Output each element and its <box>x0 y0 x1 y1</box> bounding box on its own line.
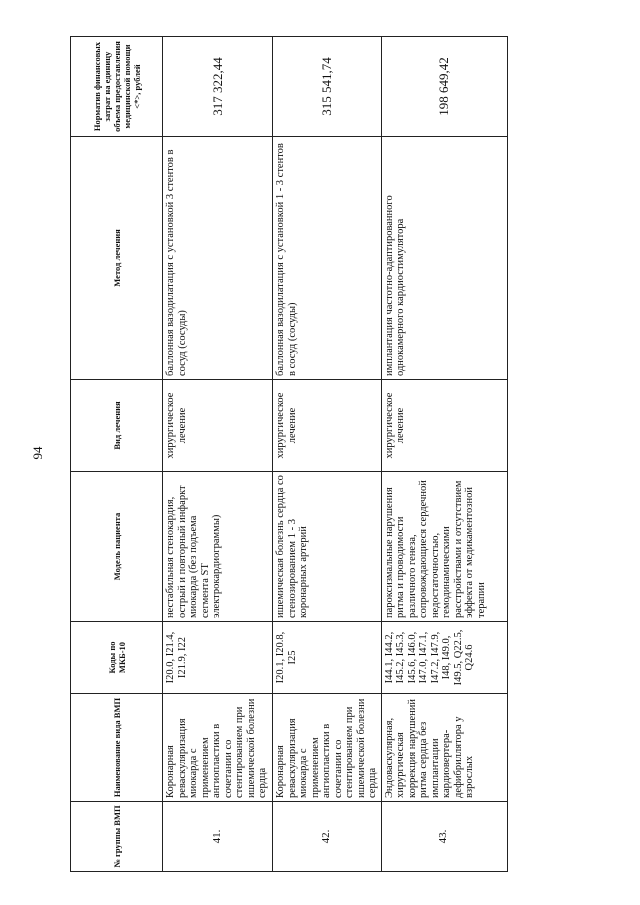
vmp-table <box>70 36 508 872</box>
header-treatment-kind: Вид лечения <box>71 380 163 472</box>
header-group-no: № группы ВМП <box>71 802 163 872</box>
patient-model-cell: нестабильная стенокардия, острый и повторный инфаркт миокарда (без подъема сегмента ST электрокардиограммы) <box>163 472 273 622</box>
header-cost-norm: Норматив финансовых затрат на единицу объема предоставления медицинской помощи <*>, рублей <box>71 37 163 137</box>
rotated-table-region <box>70 37 502 872</box>
header-vmp-name: Наименование вида ВМП <box>71 694 163 802</box>
treatment-method-cell: имплантация частотно-адаптированного однокамерного кардиостимулятора <box>381 137 507 380</box>
table-row <box>273 37 382 872</box>
vmp-name-cell: Коронарная реваскуляризация миокарда с применением ангиопластики в сочетании со стентированием при ишемической болезни сердца <box>273 694 382 802</box>
treatment-method-cell: баллонная вазодилатация с установкой 3 стентов в сосуд (сосуды) <box>163 137 273 380</box>
cost-norm-cell: 198 649,42 <box>381 37 507 137</box>
icd-codes-cell: I20.0, I21.4, I21.9, I22 <box>163 622 273 694</box>
icd-codes-cell: I44.1, I44.2, I45.2, I45.3, I45.6, I46.0, I47.0, I47.1, I47.2, I47.9, I48, I49.0, I49.5, Q22.5, Q24.6 <box>381 622 507 694</box>
cost-norm-cell: 317 322,44 <box>163 37 273 137</box>
treatment-kind-cell: хирургическое лечение <box>381 380 507 472</box>
group-no-cell: 41. <box>163 802 273 872</box>
page-number: 94 <box>30 446 45 460</box>
vmp-name-cell: Эндоваскулярная, хирургическая коррекция нарушений ритма сердца без имплантации кардиовертера-дефибриллятора у взрослых <box>381 694 507 802</box>
vmp-name-cell: Коронарная реваскуляризация миокарда с применением ангиопластики в сочетании со стентированием при ишемической болезни сердца <box>163 694 273 802</box>
table-header-row <box>71 37 163 872</box>
header-patient-model: Модель пациента <box>71 472 163 622</box>
treatment-method-cell: баллонная вазодилатация с установкой 1 - 3 стентов в сосуд (сосуды) <box>273 137 382 380</box>
patient-model-cell: ишемическая болезнь сердца со стенозированием 1 - 3 коронарных артерий <box>273 472 382 622</box>
table-row <box>381 37 507 872</box>
patient-model-cell: пароксизмальные нарушения ритма и проводимости различного генеза, сопровождающиеся сердечной недостаточностью, гемодинамическими расстройствами и отсутствием эффекта от медикаментозной терапии <box>381 472 507 622</box>
table-row <box>163 37 273 872</box>
header-icd-codes: Коды по МКБ-10 <box>71 622 163 694</box>
header-treatment-method: Метод лечения <box>71 137 163 380</box>
group-no-cell: 42. <box>273 802 382 872</box>
treatment-kind-cell: хирургическое лечение <box>163 380 273 472</box>
group-no-cell: 43. <box>381 802 507 872</box>
treatment-kind-cell: хирургическое лечение <box>273 380 382 472</box>
cost-norm-cell: 315 541,74 <box>273 37 382 137</box>
icd-codes-cell: I20.1, I20.8, I25 <box>273 622 382 694</box>
